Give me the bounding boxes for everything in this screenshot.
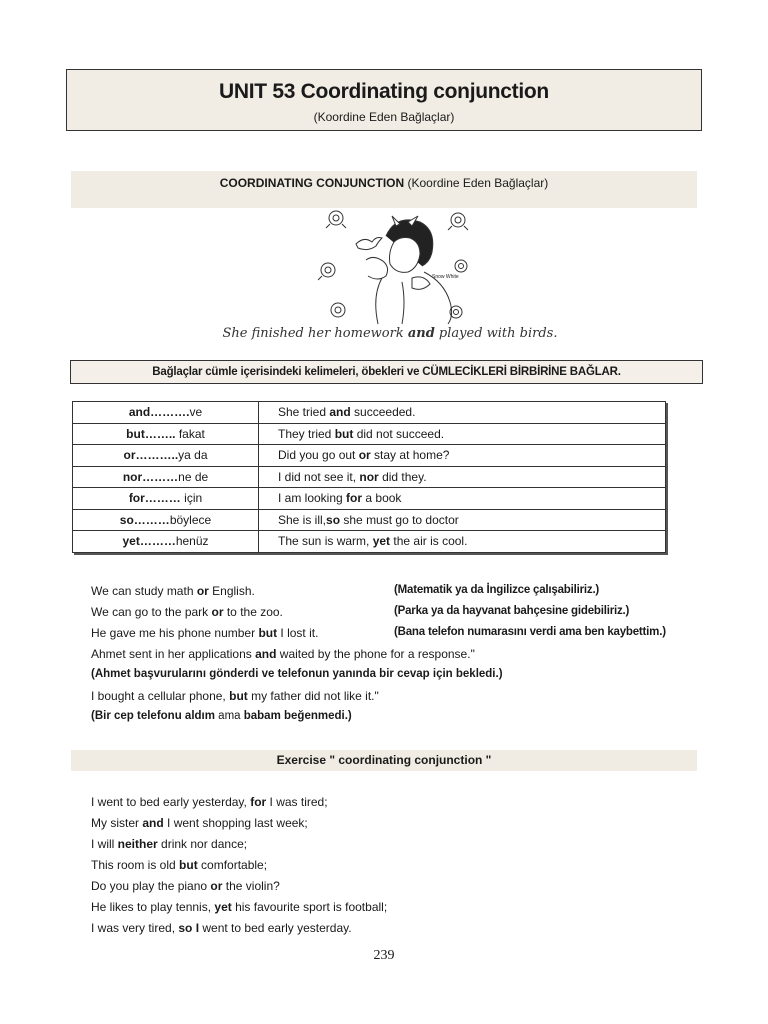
sentence-text: went to bed early yesterday.: [199, 921, 352, 935]
conjunction-keyword: nor: [359, 469, 379, 484]
exercise-line: [91, 879, 280, 893]
sentence-text: waited by the phone for a response.": [276, 647, 475, 661]
conjunction-keyword: yet: [372, 534, 391, 549]
conjunction-keyword: and: [142, 816, 164, 830]
sentence-text: English.: [208, 584, 255, 598]
sentence-text: My sister: [91, 816, 143, 830]
sentence-text: I went shopping last week;: [163, 816, 308, 830]
snow-white-illustration: [316, 208, 476, 326]
example-line: [91, 626, 318, 640]
conjunction-en: or………..: [123, 448, 179, 463]
conjunction-keyword: so: [326, 512, 341, 527]
conjunction-tr: ne de: [178, 469, 209, 484]
translation-part: (Bir cep telefonu aldım: [91, 710, 219, 722]
example-cell: [259, 445, 666, 467]
rule-box: Bağlaçlar cümle içerisindeki kelimeleri, öbekleri ve CÜMLECİKLERİ BİRBİRİNE BAĞLAR.: [70, 360, 703, 384]
conjunction-keyword: for: [346, 491, 363, 506]
sentence-text: He likes to play tennis,: [91, 900, 215, 914]
conjunction-tr: henüz: [175, 534, 209, 549]
sentence-text: comfortable;: [197, 858, 268, 872]
illustration-caption: [190, 326, 590, 341]
conjunction-keyword: yet: [214, 900, 232, 914]
example-line: [91, 647, 475, 661]
example-line: [91, 689, 379, 703]
conjunction-keyword: or: [210, 879, 223, 893]
conjunction-cell: [73, 466, 259, 488]
translation-part: ama: [218, 710, 241, 722]
sentence-text: This room is old: [91, 858, 180, 872]
conjunction-keyword: or: [211, 605, 224, 619]
sentence-text: Did you go out: [278, 448, 359, 463]
example-cell: [259, 423, 666, 445]
exercise-line: [91, 837, 247, 851]
sentence-text: the air is cool.: [390, 534, 468, 549]
page-subtitle: (Koordine Eden Bağlaçlar): [313, 110, 455, 124]
conjunction-tr: ya da: [178, 448, 208, 463]
table-row: [73, 509, 666, 531]
sentence-text: his favourite sport is football;: [231, 900, 388, 914]
sentence-text: she must go to doctor: [340, 512, 459, 527]
bird-icon: [356, 238, 382, 250]
sentence-text: my father did not like it.": [247, 689, 379, 703]
sentence-text: I was very tired,: [91, 921, 179, 935]
example-translation: (Matematik ya da İngilizce çalışabiliriz.): [394, 584, 600, 596]
sentence-text: I was tired;: [266, 795, 328, 809]
sentence-text: I am looking: [278, 491, 347, 506]
sentence-text: I lost it.: [277, 626, 319, 640]
example-translation: (Ahmet başvurularını gönderdi ve telefonun yanında bir cevap için bekledi.): [91, 668, 503, 680]
conjunction-keyword: or: [196, 584, 209, 598]
conjunction-en: for………: [128, 491, 185, 506]
conjunction-keyword: but: [258, 626, 278, 640]
conjunction-tr: fakat: [178, 426, 205, 441]
sentence-text: We can go to the park: [91, 605, 212, 619]
conjunction-en: but……..: [126, 426, 179, 441]
conjunction-keyword: neither: [117, 837, 158, 851]
conjunction-cell: [73, 402, 259, 424]
sentence-text: did not succeed.: [353, 426, 445, 441]
rose-icon: [331, 303, 345, 317]
conjunction-keyword: and: [255, 647, 277, 661]
conjunction-en: nor………: [122, 469, 179, 484]
exercise-line: [91, 858, 267, 872]
sentence-text: I went to bed early yesterday,: [91, 795, 251, 809]
rose-icon: [448, 213, 468, 230]
sentence-text: The sun is warm,: [278, 534, 373, 549]
table-row: [73, 466, 666, 488]
conjunction-tr: ve: [189, 405, 203, 420]
sentence-text: to the zoo.: [223, 605, 283, 619]
example-line: [91, 584, 255, 598]
table-row: [73, 531, 666, 553]
exercise-line: [91, 900, 387, 914]
sentence-text: We can study math: [91, 584, 197, 598]
translation-part: babam beğenmedi.): [240, 710, 352, 722]
example-cell: [259, 488, 666, 510]
caption-part: played with birds.: [434, 326, 558, 341]
example-cell: [259, 402, 666, 424]
sentence-text: He gave me his phone number: [91, 626, 259, 640]
sentence-text: I did not see it,: [278, 469, 360, 484]
exercise-line: [91, 921, 352, 935]
page-title: [67, 80, 701, 104]
unit-topic: Coordinating conjunction: [295, 80, 549, 103]
conjunction-cell: [73, 423, 259, 445]
rose-icon: [455, 260, 467, 272]
conjunction-tr: böylece: [169, 512, 212, 527]
example-cell: [259, 466, 666, 488]
conjunction-table: [72, 401, 666, 553]
sentence-text: drink nor dance;: [157, 837, 248, 851]
rose-icon: [318, 263, 335, 280]
example-translation: (Bana telefon numarasını verdi ama ben kaybettim.): [394, 626, 666, 638]
table-row: [73, 445, 666, 467]
sentence-text: They tried: [278, 426, 335, 441]
conjunction-en: yet………: [122, 534, 176, 549]
conjunction-keyword: but: [229, 689, 248, 703]
conjunction-cell: [73, 488, 259, 510]
conjunction-keyword: but: [334, 426, 354, 441]
exercise-line: [91, 795, 328, 809]
conjunction-keyword: or: [358, 448, 371, 463]
rose-icon: [326, 211, 346, 228]
conjunction-cell: [73, 445, 259, 467]
sentence-text: the violin?: [222, 879, 280, 893]
section-heading-en: COORDINATING CONJUNCTION: [219, 176, 405, 190]
example-cell: [259, 509, 666, 531]
example-line: [91, 605, 283, 619]
sentence-text: Ahmet sent in her applications: [91, 647, 256, 661]
conjunction-en: so………: [119, 512, 170, 527]
exercise-line: [91, 816, 308, 830]
conjunction-keyword: and: [329, 405, 351, 420]
exercise-heading: Exercise " coordinating conjunction ": [71, 750, 697, 771]
table-row: [73, 488, 666, 510]
conjunction-keyword: for: [250, 795, 267, 809]
conjunction-cell: [73, 509, 259, 531]
example-translation: [91, 710, 352, 722]
table-row: [73, 402, 666, 424]
unit-title-box: [66, 69, 702, 131]
caption-keyword: and: [407, 326, 435, 341]
conjunction-tr: için: [184, 491, 203, 506]
sentence-text: a book: [362, 491, 402, 506]
sentence-text: She tried: [278, 405, 330, 420]
section-heading: [71, 171, 697, 208]
sentence-text: stay at home?: [370, 448, 450, 463]
sentence-text: She is ill,: [278, 512, 327, 527]
conjunction-keyword: but: [179, 858, 198, 872]
sentence-text: I bought a cellular phone,: [91, 689, 230, 703]
conjunction-keyword: so I: [178, 921, 200, 935]
page-number: 239: [373, 948, 395, 963]
example-cell: [259, 531, 666, 553]
table-row: [73, 423, 666, 445]
sentence-text: did they.: [378, 469, 427, 484]
conjunction-cell: [73, 531, 259, 553]
sentence-text: Do you play the piano: [91, 879, 211, 893]
unit-number: UNIT 53: [219, 80, 296, 103]
sentence-text: I will: [91, 837, 118, 851]
example-translation: (Parka ya da hayvanat bahçesine gidebiliriz.): [394, 605, 630, 617]
illustration-label: Snow White: [432, 274, 459, 280]
caption-part: She finished her homework: [222, 326, 408, 341]
conjunction-en: and……….: [128, 405, 190, 420]
section-heading-tr: (Koordine Eden Bağlaçlar): [404, 176, 549, 190]
sentence-text: succeeded.: [350, 405, 416, 420]
